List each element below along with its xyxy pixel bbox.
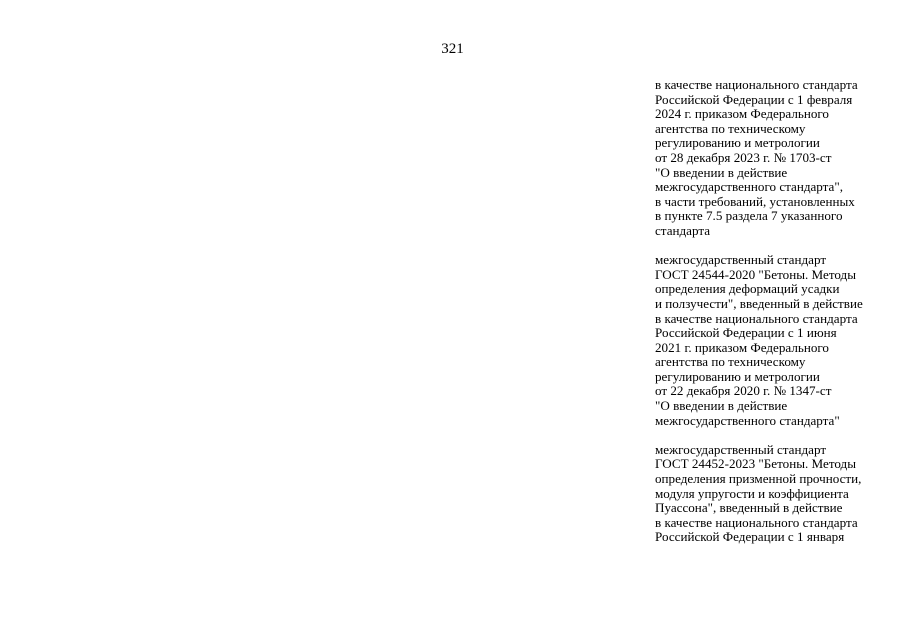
page-number: 321 [441,41,464,57]
text-column [655,78,895,545]
text-line: "О введении в действие [655,164,788,180]
text-line: модуля упругости и коэффициента [655,485,849,501]
text-line: межгосударственный стандарт [655,441,827,457]
text-line: в качестве национального стандарта [655,77,858,92]
text-line: 2024 г. приказом Федерального [655,106,829,122]
text-line: межгосударственный стандарт [655,252,827,268]
text-line: и ползучести", введенный в действие [655,295,863,311]
paragraph-block-3 [655,443,895,545]
paragraph-block-1 [655,78,895,239]
text-line: ГОСТ 24544-2020 "Бетоны. Методы [655,266,857,282]
text-line: в пункте 7.5 раздела 7 указанного [655,208,843,224]
text-line: определения деформаций усадки [655,281,840,297]
text-line: в качестве национального стандарта [655,310,858,326]
text-line: Российской Федерации с 1 июня [655,325,837,341]
text-line: в части требований, установленных [655,193,855,209]
text-line: определения призменной прочности, [655,471,862,487]
text-line: "О введении в действие [655,398,788,414]
text-line: стандарта [655,222,711,238]
text-line: в качестве национального стандарта [655,514,858,530]
text-line: межгосударственного стандарта" [655,412,840,428]
text-line: Пуассона", введенный в действие [655,500,843,516]
text-line: агентства по техническому [655,120,806,136]
text-line: Российской Федерации с 1 февраля [655,91,853,107]
text-line: 2021 г. приказом Федерального [655,339,829,355]
text-line: от 22 декабря 2020 г. № 1347-ст [655,383,832,399]
text-line: межгосударственного стандарта", [655,179,843,195]
text-line: от 28 декабря 2023 г. № 1703-ст [655,149,832,165]
text-line: регулированию и метрологии [655,135,820,151]
paragraph-block-2 [655,253,895,428]
text-line: ГОСТ 24452-2023 "Бетоны. Методы [655,456,857,472]
text-line: Российской Федерации с 1 января [655,529,845,545]
text-line: агентства по техническому [655,354,806,370]
text-line: регулированию и метрологии [655,368,820,384]
